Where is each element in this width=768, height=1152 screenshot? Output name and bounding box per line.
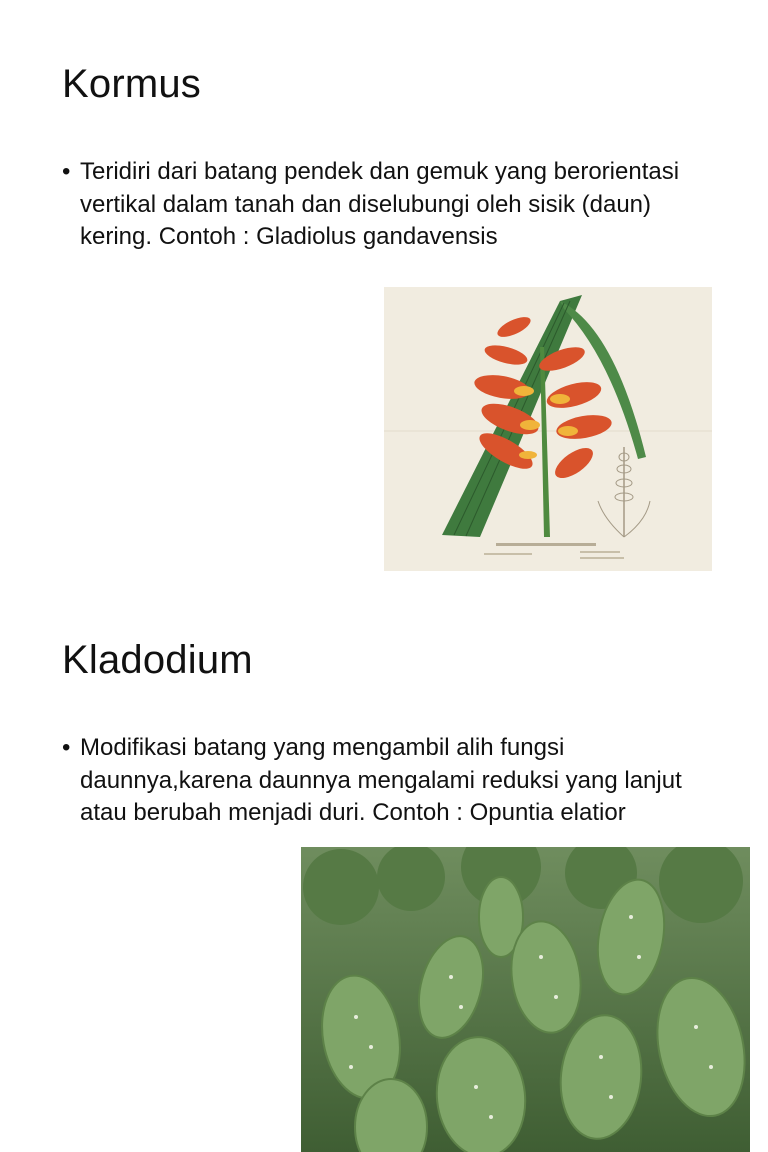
slide-kladodium <box>0 576 768 1152</box>
bullet-dot: • <box>62 158 71 185</box>
bullet-item <box>62 156 722 254</box>
bullet-list <box>62 156 722 254</box>
slide-title: Kormus <box>62 62 202 106</box>
bullet-dot: • <box>62 734 71 761</box>
opuntia-photo <box>301 847 750 1152</box>
bullet-text: Modifikasi batang yang mengambil alih fungsi daunnya,karena daunnya mengalami reduksi yang lanjut atau berubah menjadi duri. Contoh : Opuntia elatior <box>80 734 682 826</box>
bullet-text: Teridiri dari batang pendek dan gemuk yang berorientasi vertikal dalam tanah dan diselubungi oleh sisik (daun) kering. Contoh : Gladiolus gandavensis <box>80 158 680 250</box>
bullet-item <box>62 732 722 830</box>
bullet-list <box>62 732 722 830</box>
gladiolus-illustration <box>384 287 712 571</box>
slide-title: Kladodium <box>62 638 253 682</box>
